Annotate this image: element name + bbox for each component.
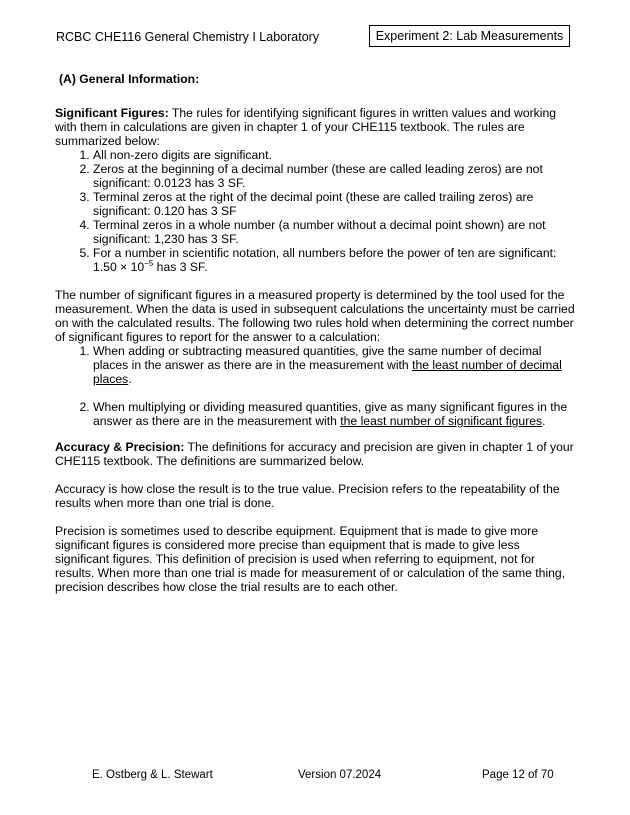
rule5-exponent: −5 [144,258,154,268]
footer-authors: E. Ostberg & L. Stewart [92,769,213,781]
section-heading: (A) General Information: [59,72,200,86]
measured-property-paragraph: The number of significant figures in a measured property is determined by the tool used for the measurement. When the data is used in subsequent calculations the uncertainty must be carried on with the calculated results. The following two rules hold when determining the correct number of significant figures to report for the answer to a calculation: [55,288,575,344]
page-content [55,72,575,594]
calc-rule2-end: . [542,414,546,428]
accuracy-intro [55,440,575,468]
sig-figs-rule: 1. All non-zero digits are significant. [93,148,575,162]
calc-rule2-underline: the least number of significant figures [340,414,543,428]
sig-figs-rule: 4. Terminal zeros in a whole number (a number without a decimal point shown) are not significant: 1,230 has 3 SF. [93,218,575,246]
sig-figs-intro-text: The rules for identifying significant figures in written values and working with them in calculations are given in chapter 1 of your CHE115 textbook. The rules are summarized below: [55,106,557,148]
footer-version: Version 07.2024 [298,769,382,781]
experiment-title-box: Experiment 2: Lab Measurements [369,25,570,47]
sig-figs-rule: 3. Terminal zeros at the right of the decimal point (these are called trailing zeros) are significant: 0.120 has 3 SF [93,190,575,218]
course-title: RCBC CHE116 General Chemistry I Laboratory [56,30,320,44]
accuracy-definition-paragraph: Accuracy is how close the result is to the true value. Precision refers to the repeatability of the results when more than one trial is done. [55,482,560,510]
calculation-rule [93,344,575,386]
sig-figs-intro [55,106,575,148]
calc-rule1-text: When adding or subtracting measured quantities, give the same number of decimal places in the answer as there are in the measurement with [93,344,542,372]
sig-figs-title: Significant Figures: [55,106,169,120]
rule5-tail: has 3 SF. [153,260,208,274]
footer-page-number: Page 12 of 70 [482,769,554,781]
sig-figs-rule: 2. Zeros at the beginning of a decimal number (these are called leading zeros) are not significant: 0.0123 has 3 SF. [93,162,575,190]
calc-rule1-underline: the least number of decimal places [93,358,562,386]
calculation-rules-list [55,344,575,428]
calculation-rule [93,400,575,428]
accuracy-intro-text: The definitions for accuracy and precision are given in chapter 1 of your CHE115 textbook. The definitions are summarized below. [55,440,574,468]
rule5-text: For a number in scientific notation, all numbers before the power of ten are significant: 1.50 × 10 [93,246,557,274]
sig-figs-rules-list [55,148,575,274]
calc-rule2-text: When multiplying or dividing measured quantities, give as many significant figures in the answer as there are in the measurement with [93,400,568,428]
calc-rule1-end: . [128,372,132,386]
precision-equipment-paragraph: Precision is sometimes used to describe equipment. Equipment that is made to give more significant figures is considered more precise than equipment that is made to give less significant figures. This definition of precision is used when referring to equipment, not for results. When more than one trial is made for measurement of or calculation of the same thing, precision describes how close the trial results are to each other. [55,524,566,594]
sig-figs-rule [93,246,575,274]
accuracy-title: Accuracy & Precision: [55,440,185,454]
